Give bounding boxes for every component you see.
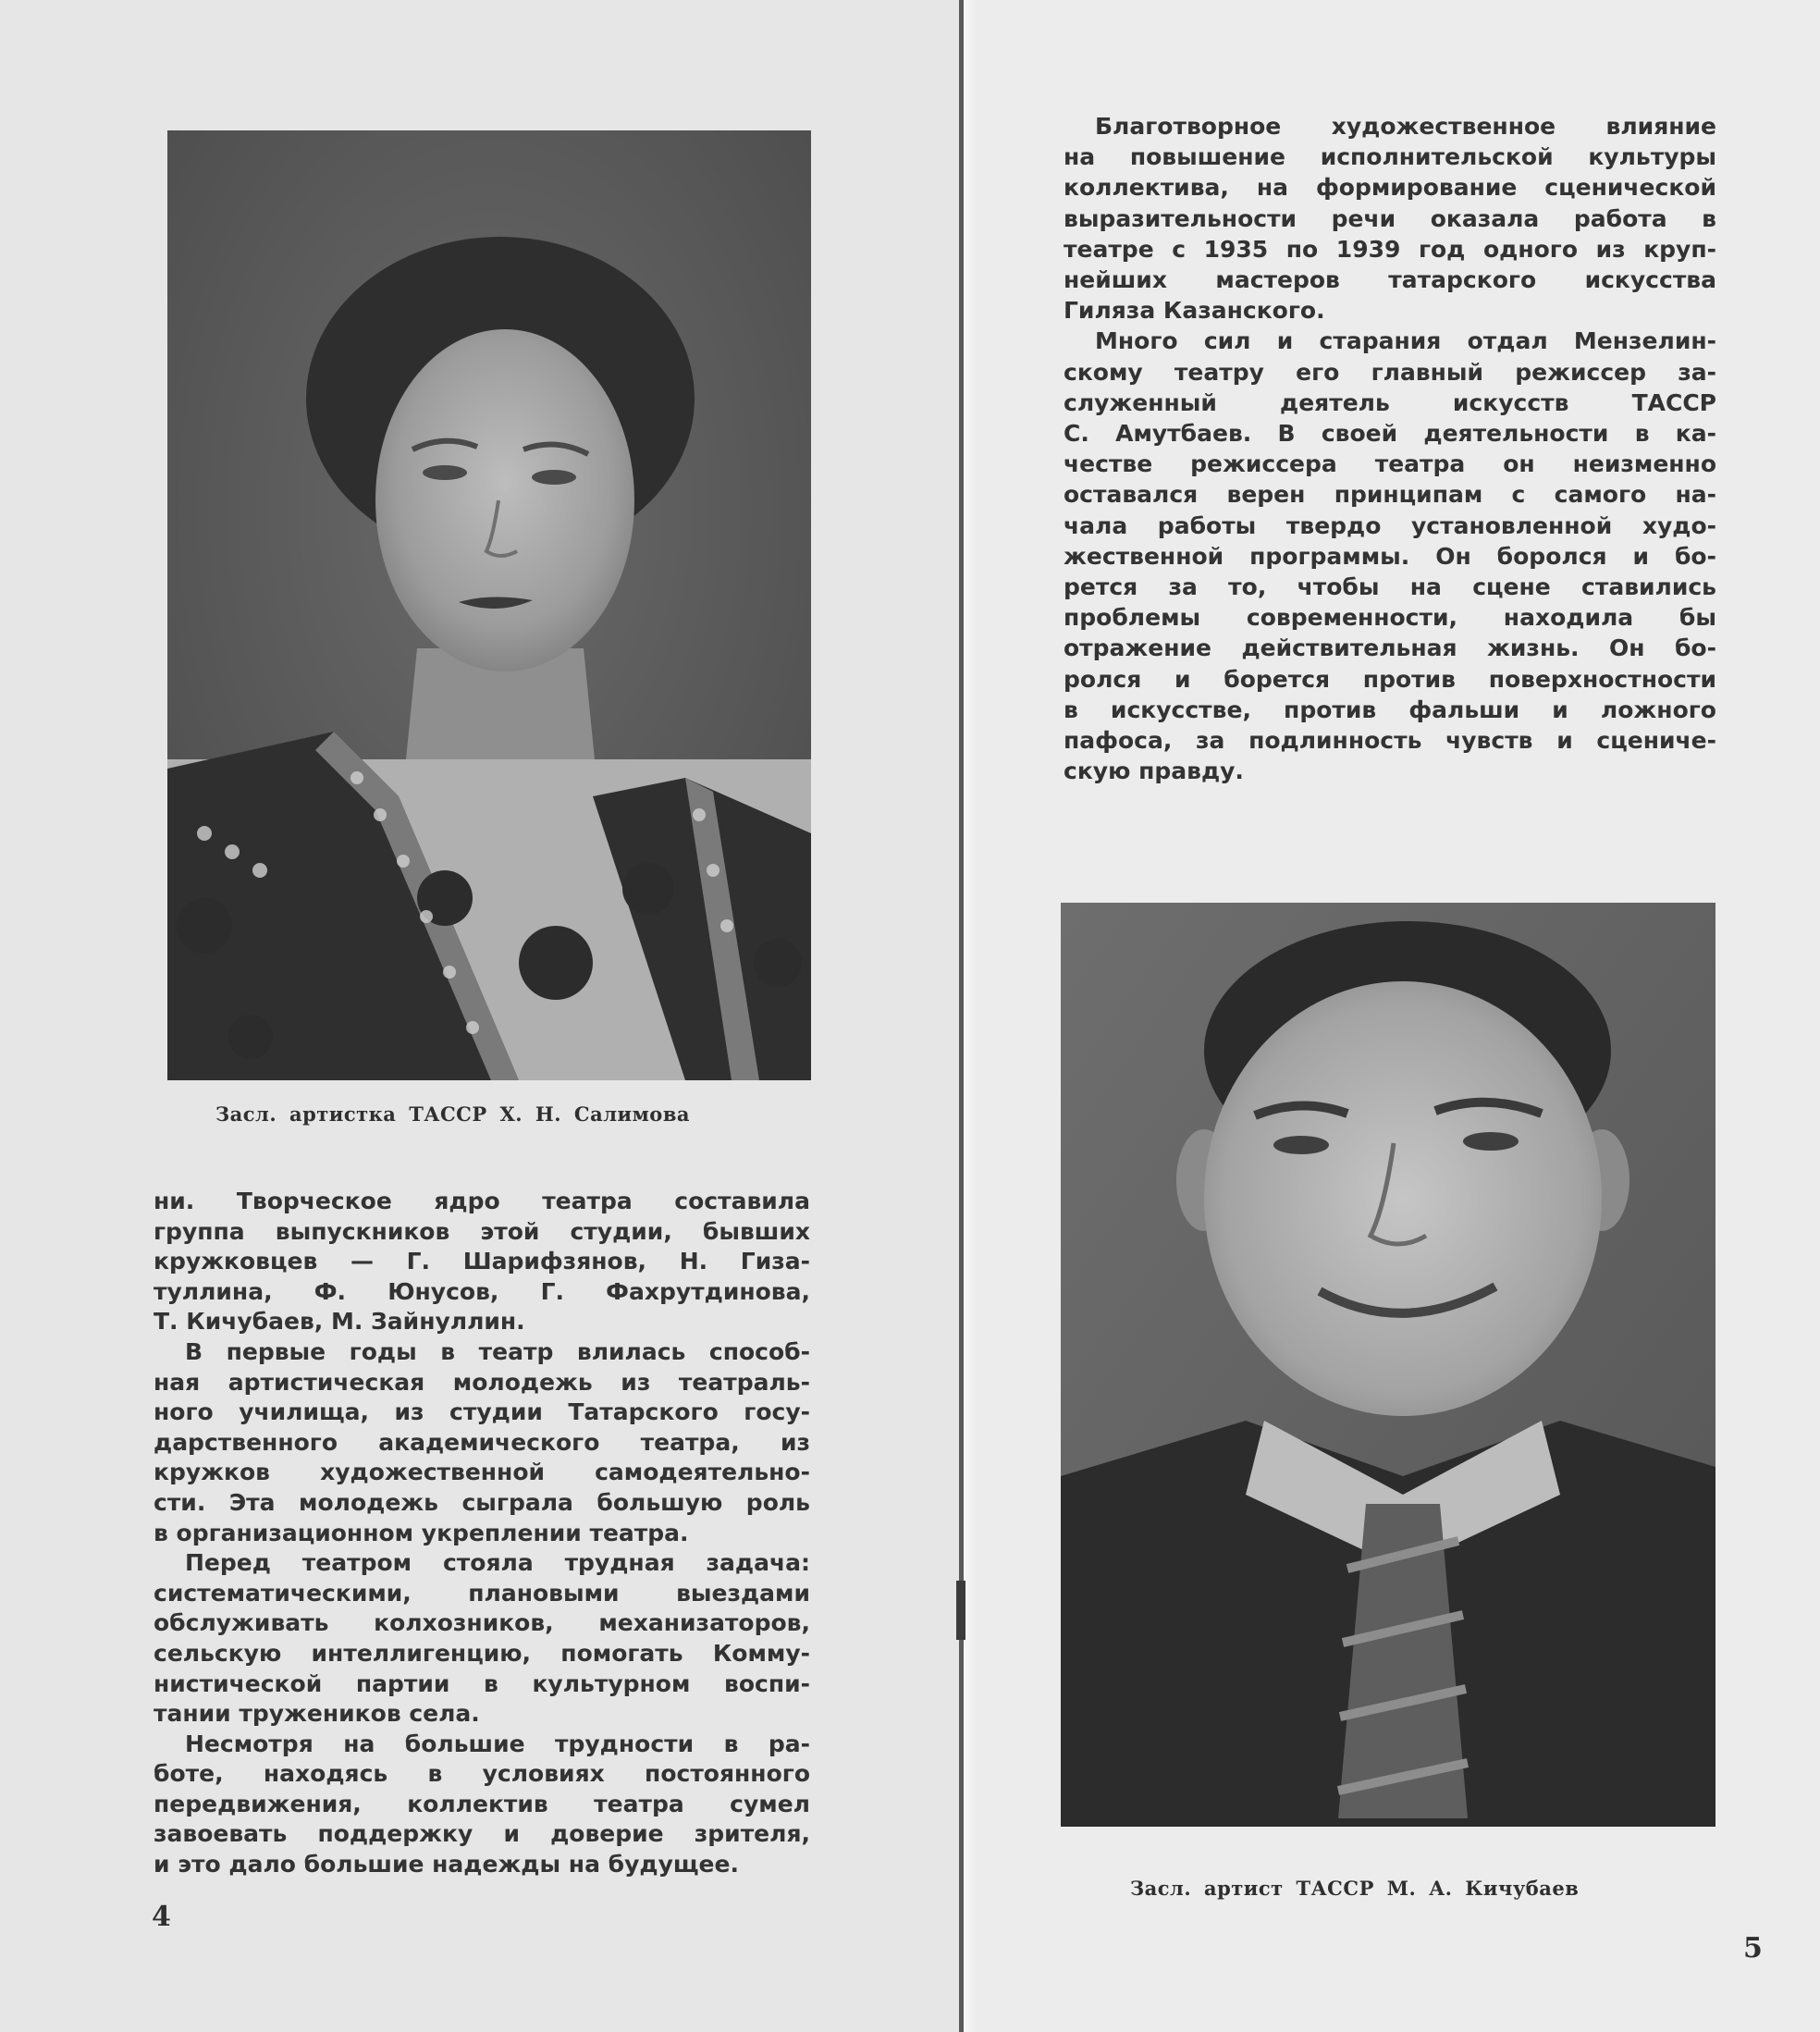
text-line: С. Амутбаев. В своей деятельности в ка- [1064,420,1716,448]
portrait-woman-image [167,130,811,1080]
text-line: нистической партии в культурном воспи- [154,1669,810,1697]
text-line: скому театру его главный режиссер за- [1064,358,1716,386]
text-line: туллина, Ф. Юнусов, Г. Фахрутдинова, [154,1277,810,1305]
text-line: обслуживать колхозников, механизаторов, [154,1609,810,1637]
text-line: Гиляза Казанского. [1064,297,1325,325]
text-line: ная артистическая молодежь из театраль- [154,1368,810,1396]
text-line: сти. Эта молодежь сыграла большую роль [154,1488,810,1516]
left-body-text [154,1187,810,1882]
text-line: ни. Творческое ядро театра составила [154,1188,810,1214]
text-line: театре с 1935 по 1939 год одного из круп- [1064,235,1716,263]
text-line: В первые годы в театр влилась способ- [185,1337,810,1365]
text-line: завоевать поддержку и доверие зрителя, [154,1820,810,1848]
text-line: дарственного академического театра, из [154,1428,810,1456]
text-line: жественной программы. Он боролся и бо- [1064,542,1716,570]
text-line: боте, находясь в условиях постоянного [154,1760,810,1788]
right-body-text [1064,111,1716,788]
gutter-shadow [964,0,977,2032]
text-line: честве режиссера театра он неизменно [1064,450,1716,478]
text-line: нейших мастеров татарского искусства [1064,266,1716,294]
text-line: Несмотря на большие трудности в ра- [185,1730,810,1757]
photo-caption-left: Засл. артистка ТАССР Х. Н. Салимова [215,1102,691,1126]
gutter-mark [956,1581,965,1640]
text-line: группа выпускников этой студии, бывших [154,1217,810,1245]
text-line: в организационном укреплении театра. [154,1519,689,1546]
text-line: Благотворное художественное влияние [1095,113,1716,140]
portrait-man-image [1061,903,1715,1827]
text-line: кружков художественной самодеятельно- [154,1459,810,1486]
text-line: систематическими, плановыми выездами [154,1579,810,1607]
text-line: проблемы современности, находила бы [1064,604,1716,632]
text-line: выразительности речи оказала работа в [1064,204,1716,232]
text-line: кружковцев — Г. Шарифзянов, Н. Гиза- [154,1248,810,1275]
text-line: сельскую интеллигенцию, помогать Комму- [154,1639,810,1667]
text-line: рется за то, чтобы на сцене ставились [1064,573,1716,601]
photo-caption-right: Засл. артист ТАССР М. А. Кичубаев [1130,1877,1580,1900]
text-line: Много сил и старания отдал Мензелин- [1095,327,1716,355]
text-line: пафоса, за подлинность чувств и сцениче- [1064,727,1716,755]
text-line: Перед театром стояла трудная задача: [185,1549,810,1577]
text-line: скую правду. [1064,757,1244,785]
text-line: передвижения, коллектив театра сумел [154,1790,810,1817]
text-line: на повышение исполнительской культуры [1064,143,1716,171]
text-line: ролся и борется против поверхностности [1064,665,1716,693]
text-line: отражение действительная жизнь. Он бо- [1064,634,1716,662]
portrait-photo-kichubaev [1061,903,1715,1827]
text-line: в искусстве, против фальши и ложного [1064,696,1716,723]
text-line: чала работы твердо установленной худо- [1064,511,1716,539]
portrait-photo-salimova [167,130,811,1080]
text-line: оставался верен принципам с самого на- [1064,481,1716,509]
text-line: коллектива, на формирование сценической [1064,174,1716,202]
text-line: служенный деятель искусств ТАССР [1064,388,1716,416]
text-line: Т. Кичубаев, М. Зайнуллин. [154,1308,525,1336]
page-number-right: 5 [1743,1932,1763,1964]
text-line: ного училища, из студии Татарского госу- [154,1398,810,1426]
text-line: и это дало большие надежды на будущее. [154,1851,739,1878]
page-number-left: 4 [152,1901,171,1933]
text-line: тании тружеников села. [154,1700,480,1728]
